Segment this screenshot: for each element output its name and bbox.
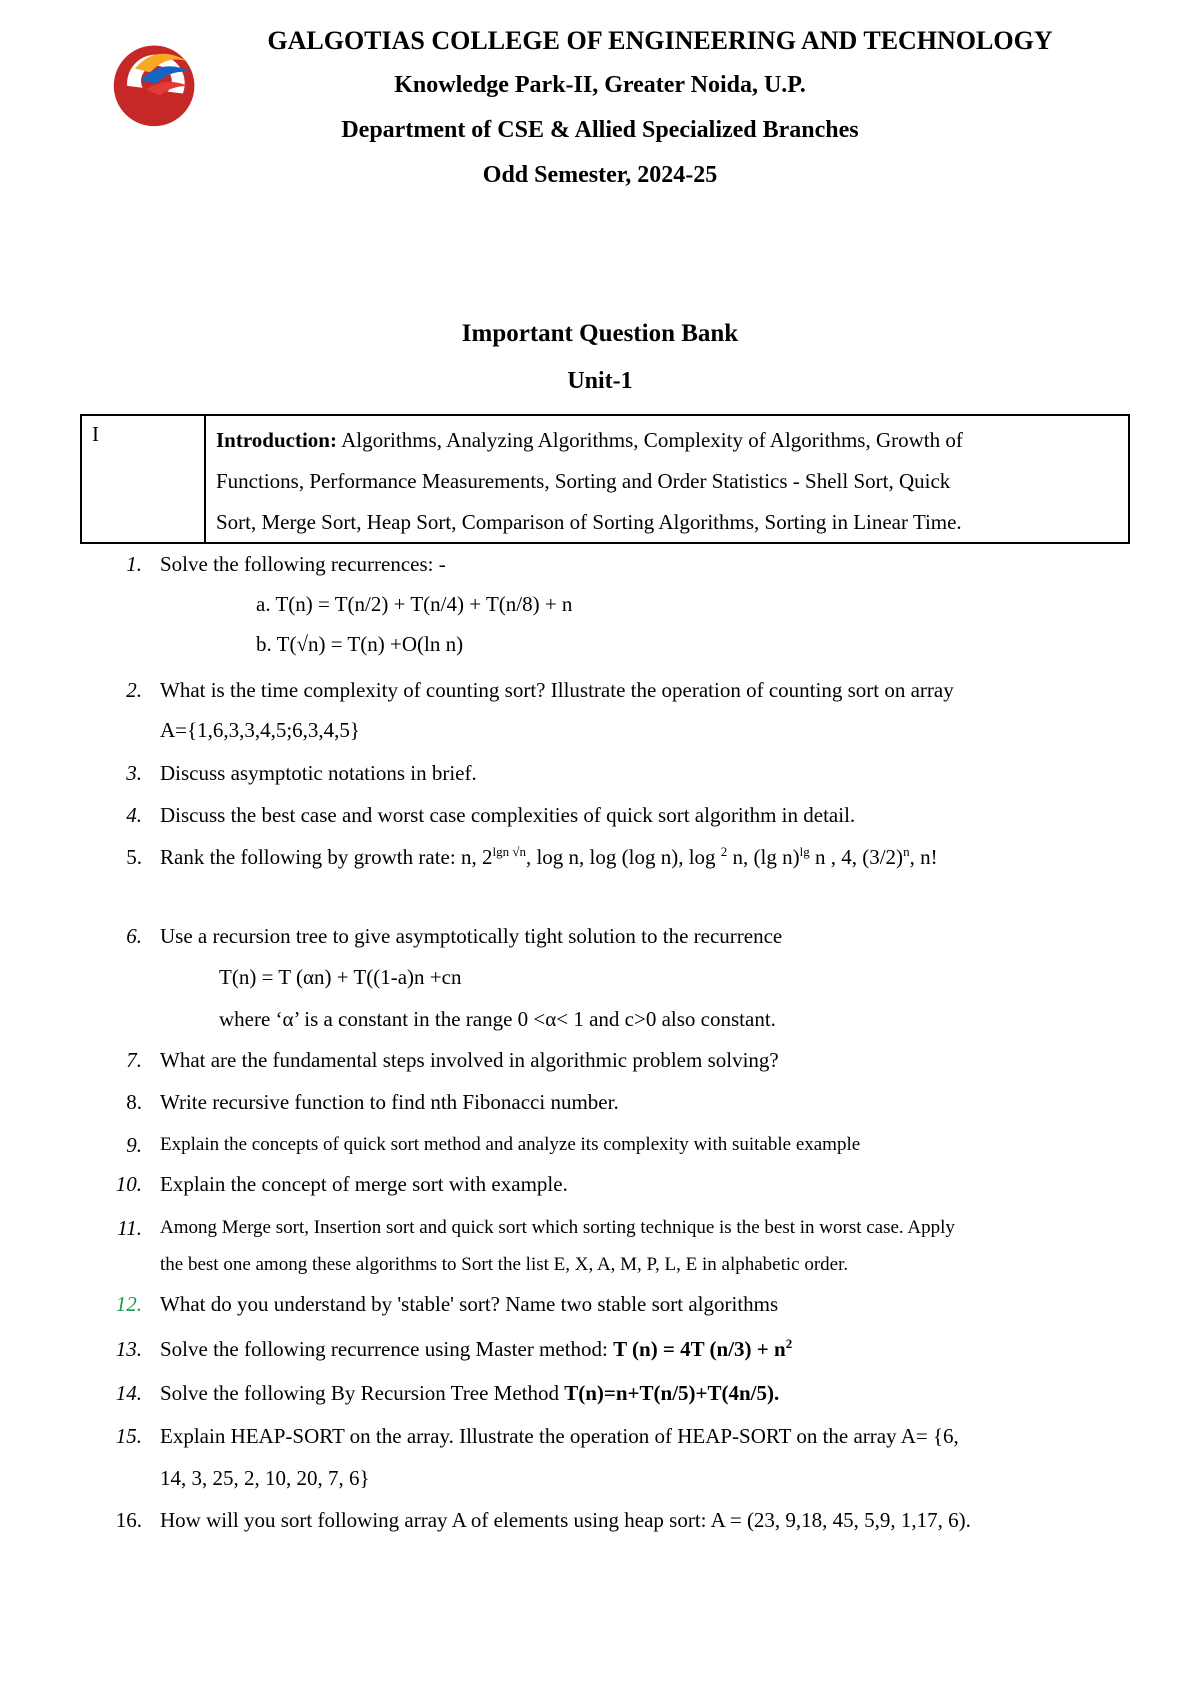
unit-heading: Unit-1 [567, 368, 633, 394]
question-15-line2: 14, 3, 25, 2, 10, 20, 7, 6} [160, 1466, 370, 1490]
page-title: Important Question Bank [461, 320, 739, 347]
college-address: Knowledge Park-II, Greater Noida, U.P. [394, 72, 806, 98]
question-2-line2: A={1,6,3,3,4,5;6,3,4,5} [160, 718, 361, 742]
question-6-equation: T(n) = T (αn) + T((1-a)n +cn [219, 965, 462, 989]
unit-table [80, 414, 1130, 544]
semester: Odd Semester, 2024-25 [482, 162, 718, 188]
unit-number: I [82, 416, 206, 542]
question-6-note: where ‘α’ is a constant in the range 0 <α< 1 and c>0 also constant. [219, 1007, 776, 1031]
college-name: GALGOTIAS COLLEGE OF ENGINEERING AND TECHNOLOGY [267, 26, 1053, 55]
question-1a: a. T(n) = T(n/2) + T(n/4) + T(n/8) + n [256, 592, 573, 616]
unit-topics-line3: Sort, Merge Sort, Heap Sort, Comparison of Sorting Algorithms, Sorting in Linear Time. [216, 510, 962, 534]
question-1b: b. T(√n) = T(n) +O(ln n) [256, 632, 464, 656]
unit-label: Introduction: [216, 428, 337, 452]
department-name: Department of CSE & Allied Specialized Branches [341, 117, 859, 143]
unit-topics-line2: Functions, Performance Measurements, Sorting and Order Statistics - Shell Sort, Quick [216, 469, 951, 493]
question-11-line2: the best one among these algorithms to Sort the list E, X, A, M, P, L, E in alphabetic order. [160, 1254, 849, 1275]
unit-topics-line1: Algorithms, Analyzing Algorithms, Complexity of Algorithms, Growth of [341, 428, 963, 452]
unit-description [206, 416, 1128, 542]
